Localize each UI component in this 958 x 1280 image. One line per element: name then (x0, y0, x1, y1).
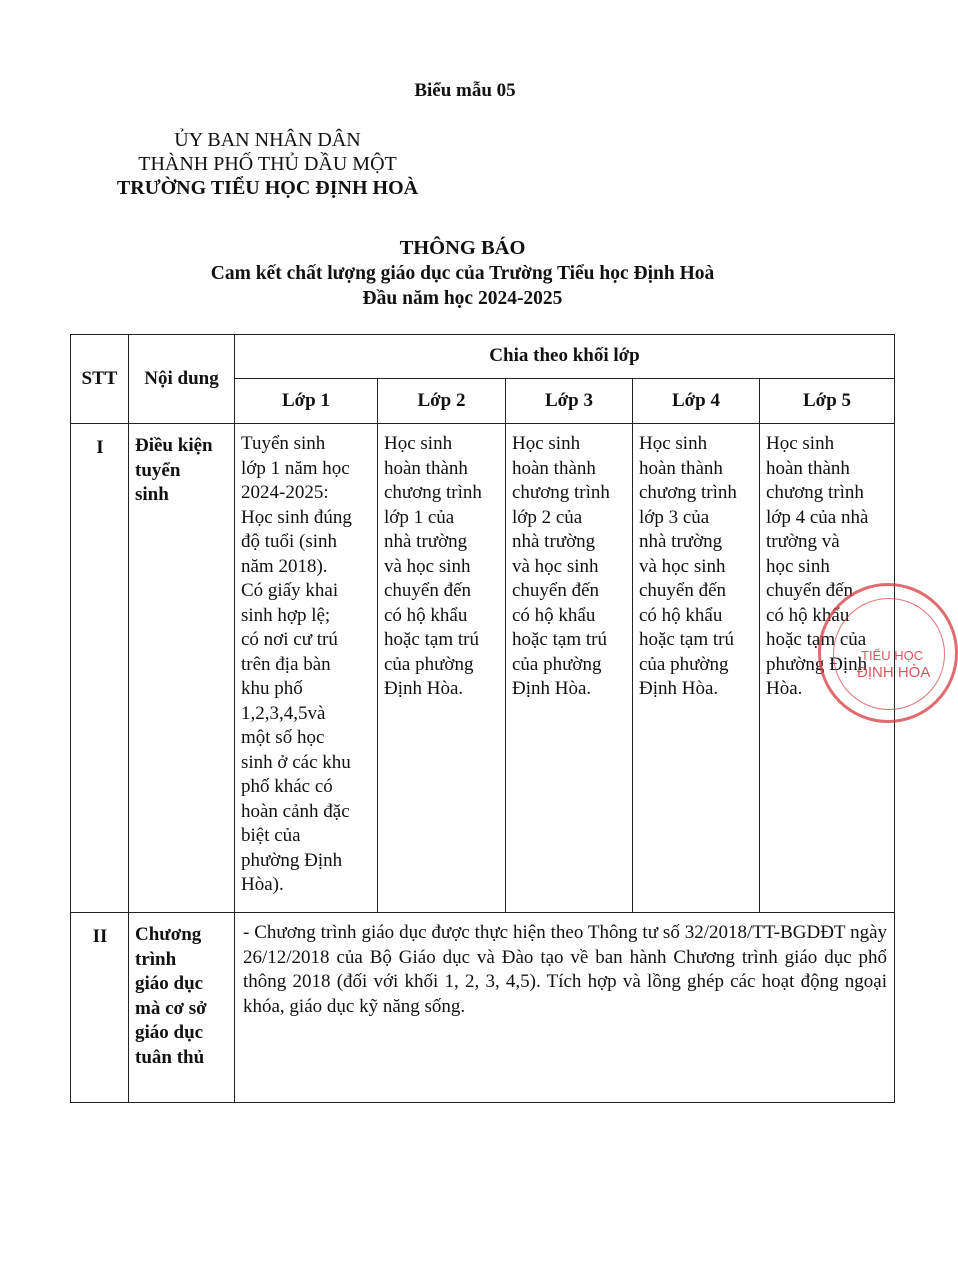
cell-line: chương trình (639, 482, 737, 503)
cell-line: chương trình (384, 482, 482, 503)
cell-line: Định Hòa. (639, 678, 719, 699)
cell-line: Học sinh (639, 433, 708, 454)
table-row (71, 424, 895, 913)
notice-subtitle: Cam kết chất lượng giáo dục của Trường Tiểu học Định Hoà (210, 263, 715, 284)
cell-line: Hòa). (241, 874, 284, 895)
header-stt: STT (71, 335, 129, 424)
cell-line: hoặc tạm của (766, 629, 867, 650)
cell-line: Hòa. (766, 678, 803, 699)
cell-line: và học sinh (512, 555, 599, 577)
cell-line: hoàn thành (384, 457, 468, 479)
cell-line: sinh (135, 484, 169, 505)
table-row (71, 913, 895, 1103)
agency-line-2: THÀNH PHỐ THỦ DẦU MỘT (138, 153, 397, 175)
row-1-grade-4 (633, 424, 760, 913)
agency-line-1: ỦY BAN NHÂN DÂN (174, 129, 361, 151)
cell-line: hoặc tạm trú (639, 629, 734, 650)
cell-line: chuyển đến (512, 580, 600, 601)
cell-line: Định Hòa. (512, 678, 592, 699)
stamp-text-2: ĐỊNH HÒA (857, 664, 931, 681)
cell-line: nhà trường (512, 531, 596, 552)
cell-line: Chương (135, 924, 202, 945)
header-group: Chia theo khối lớp (235, 335, 895, 379)
row-1-grade-2 (378, 424, 506, 913)
cell-line: 1,2,3,4,5và (241, 702, 326, 724)
agency-header (105, 128, 430, 200)
row-1-grade-1 (235, 424, 378, 913)
cell-line: học sinh (766, 555, 830, 577)
cell-line: trường và (766, 531, 840, 552)
cell-line: nhà trường (639, 531, 723, 552)
cell-line: một số học (241, 727, 325, 748)
row-2-content (129, 913, 235, 1103)
cell-line: sinh ở các khu (241, 751, 351, 773)
cell-line: Có giấy khai (241, 580, 339, 601)
cell-line: trên địa bàn (241, 653, 331, 675)
cell-line: Điều kiện (135, 435, 213, 456)
form-number: Biểu mẫu 05 (414, 80, 516, 101)
header-grade-4: Lớp 4 (633, 379, 760, 424)
cell-line: Tuyển sinh (241, 433, 326, 454)
cell-line: lớp 3 của (639, 506, 710, 528)
cell-line: tuyển (135, 459, 181, 481)
cell-line: có hộ khẩu (512, 604, 596, 626)
cell-line: năm 2018). (241, 555, 328, 577)
cell-line: Học sinh đúng (241, 506, 352, 528)
cell-line: chuyển đến (639, 580, 727, 601)
cell-line: hoặc tạm trú (512, 629, 607, 650)
cell-line: khu phố (241, 678, 303, 699)
cell-line: có hộ khẩu (766, 604, 850, 626)
cell-line: tuân thủ (135, 1046, 205, 1068)
cell-line: và học sinh (384, 555, 471, 577)
cell-line: phường Định (766, 653, 868, 675)
row-2-program-text: - Chương trình giáo dục được thực hiện theo Thông tư số 32/2018/TT-BGDĐT ngày 26/12/2018 của Bộ Giáo dục và Đào tạo về ban hành Chương trình giáo dục phổ thông 2018 (đối với khối 1, 2, 3, 4,5). Tích hợp và lồng ghép các hoạt động ngoại khóa, giáo dục kỹ năng sống. (235, 913, 895, 1103)
cell-line: chương trình (512, 482, 610, 503)
cell-line: trình (135, 948, 177, 970)
cell-line: hoàn cảnh đặc (241, 800, 350, 822)
cell-line: 2024-2025: (241, 482, 329, 503)
header-grade-2: Lớp 2 (378, 379, 506, 424)
school-name: TRƯỜNG TIỂU HỌC ĐỊNH HOÀ (116, 177, 419, 199)
cell-line: phố khác có (241, 776, 333, 797)
cell-line: mà cơ sở (135, 997, 207, 1019)
cell-line: của phường (512, 653, 602, 675)
cell-line: của phường (384, 653, 474, 675)
cell-line: hoàn thành (512, 457, 596, 479)
cell-line: Học sinh (766, 433, 835, 454)
commitment-table (70, 334, 895, 1103)
row-1-grade-3 (506, 424, 633, 913)
cell-line: nhà trường (384, 531, 468, 552)
stamp-text: TIỂU HỌC (861, 648, 924, 663)
cell-line: phường Định (241, 849, 343, 871)
cell-line: hoàn thành (766, 457, 850, 479)
header-grade-1: Lớp 1 (235, 379, 378, 424)
notice-year: Đầu năm học 2024-2025 (362, 288, 563, 309)
notice-title: THÔNG BÁO (399, 237, 526, 259)
cell-line: và học sinh (639, 555, 726, 577)
header-content: Nội dung (129, 335, 235, 424)
cell-line: Định Hòa. (384, 678, 464, 699)
cell-line: giáo dục (135, 973, 204, 994)
cell-line: có nơi cư trú (241, 629, 338, 650)
cell-line: của phường (639, 653, 729, 675)
cell-line: chuyển đến (384, 580, 472, 601)
cell-line: hoặc tạm trú (384, 629, 479, 650)
cell-line: giáo dục (135, 1022, 204, 1043)
row-2-stt: II (71, 913, 129, 1103)
notice-heading (0, 236, 925, 311)
cell-line: có hộ khẩu (384, 604, 468, 626)
header-grade-3: Lớp 3 (506, 379, 633, 424)
cell-line: lớp 1 năm học (241, 457, 350, 479)
cell-line: lớp 1 của (384, 506, 455, 528)
header-grade-5: Lớp 5 (760, 379, 895, 424)
cell-line: có hộ khẩu (639, 604, 723, 626)
cell-line: Học sinh (512, 433, 581, 454)
cell-line: sinh hợp lệ; (241, 604, 331, 626)
cell-line: lớp 2 của (512, 506, 583, 528)
row-1-content (129, 424, 235, 913)
school-stamp (818, 583, 958, 723)
row-1-stt: I (71, 424, 129, 913)
cell-line: lớp 4 của nhà (766, 506, 869, 528)
cell-line: độ tuổi (sinh (241, 531, 338, 552)
cell-line: chuyển đến (766, 580, 854, 601)
cell-line: Học sinh (384, 433, 453, 454)
cell-line: hoàn thành (639, 457, 723, 479)
cell-line: chương trình (766, 482, 864, 503)
cell-line: biệt của (241, 825, 301, 846)
